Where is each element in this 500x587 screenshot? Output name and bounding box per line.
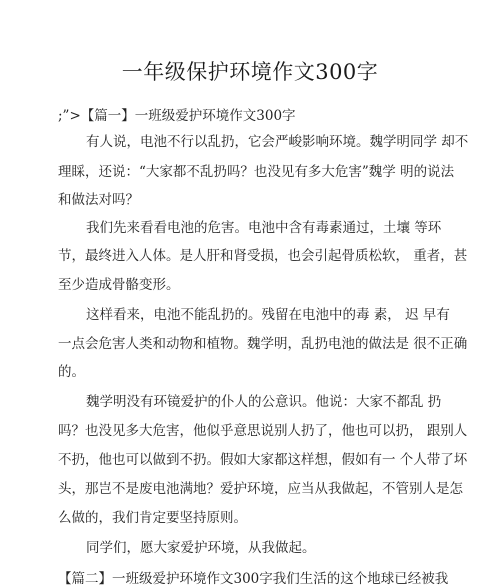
paragraph-4-line-1: 魏学明没有环镜爱护的仆人的公意识。他说：大家不都乱 扔 <box>86 394 442 410</box>
paragraph-2-line-1: 我们先来看看电池的危害。电池中含有毒素通过，土壤 等环 <box>86 220 442 236</box>
paragraph-4-line-5: 么做的，我们肯定要坚持原则。 <box>58 510 247 526</box>
paragraph-3-line-1: 这样看来，电池不能乱扔的。残留在电池中的毒 素， 迟 早有 <box>86 307 450 323</box>
document-title: 一年级保护环境作文300字 <box>121 60 379 84</box>
paragraph-1-line-1: 有人说，电池不行以乱扔，它会严峻影响环境。魏学明同学 却不 <box>86 134 469 150</box>
paragraph-4-line-2: 吗？也没见多大危害，他似乎意思说别人扔了，他也可以扔， 跟别人 <box>58 423 468 439</box>
paragraph-2-line-2: 节，最终进入人体。是人肝和肾受损，也会引起骨质松软， 重者，甚 <box>58 248 468 264</box>
section-2-header: 【篇二】一班级爱护环境作文300字我们生活的这个地球已经被我 <box>58 571 449 587</box>
paragraph-3-line-2: 一点会危害人类和动物和植物。魏学明，乱扔电池的做法是 很不正确 <box>58 336 468 352</box>
paragraph-1-line-2: 理睬，还说：“大家都不乱扔吗？也没见有多大危害”魏学 明的说法 <box>58 164 455 180</box>
paragraph-2-line-3: 至少造成骨骼变形。 <box>58 277 180 293</box>
paragraph-1-line-3: 和做法对吗？ <box>58 192 139 208</box>
paragraph-4-line-3: 不扔，他也可以做到不扔。假如大家都这样想，假如有一 个人带了坏 <box>58 452 468 468</box>
paragraph-4-line-4: 头，那岂不是废电池满地？爱护环境，应当从我做起，不管别人是怎 <box>58 481 463 497</box>
paragraph-5-line-1: 同学们，愿大家爱护环境，从我做起。 <box>86 540 316 556</box>
paragraph-3-line-3: 的。 <box>58 364 85 380</box>
section-header: ;”>【篇一】一班级爱护环境作文300字 <box>58 108 296 124</box>
